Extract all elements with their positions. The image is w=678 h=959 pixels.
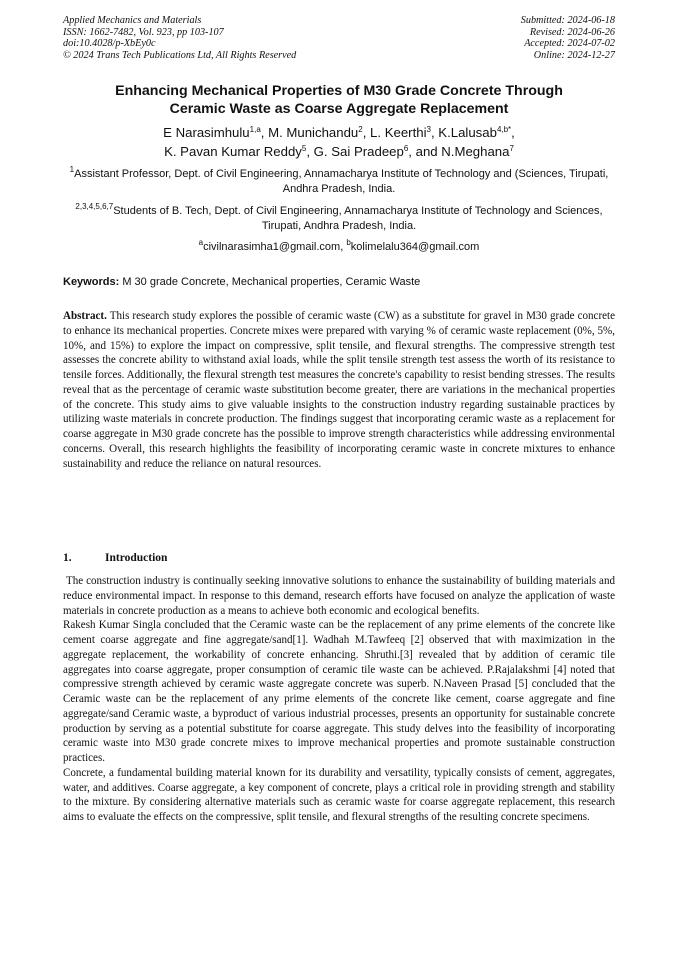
email-mark: b	[346, 238, 351, 247]
paper-title	[63, 82, 615, 118]
journal-info	[63, 15, 296, 61]
email-list: $^a$civilnarasimha1@gmail.com, $^b$kolimelalu364@gmail.com	[198, 238, 480, 253]
introduction-body	[63, 574, 615, 825]
date-revised: Revised: 2024-06-26	[529, 26, 615, 38]
keywords	[63, 275, 615, 289]
section-title: Introduction	[105, 552, 168, 564]
date-accepted: Accepted: 2024-07-02	[524, 38, 615, 50]
title-line: Enhancing Mechanical Properties of M30 Grade Concrete Through	[115, 83, 563, 99]
author-name: L. Keerthi	[370, 125, 427, 140]
keywords-label: Keywords:	[63, 276, 120, 288]
author-email[interactable]: kolimelalu364@gmail.com	[350, 241, 480, 253]
journal-issn: ISSN: 1662-7482, Vol. 923, pp 103-107	[63, 26, 224, 38]
section-heading	[63, 551, 615, 565]
journal-copyright: © 2024 Trans Tech Publications Ltd, All Rights Reserved	[63, 49, 297, 61]
author-affiliation-mark: 3	[426, 125, 431, 134]
author-affiliation-mark: 4,b*	[496, 125, 512, 134]
journal-name: Applied Mechanics and Materials	[63, 15, 202, 26]
paragraph: Concrete, a fundamental building material known for its durability and versatility, typically consists of cement, aggregates, water, and additives. Coarse aggregate, a key component of concrete, plays a critical role in providing strength and stability to the mixture. By considering alternative materials such as ceramic waste for coarse aggregate replacement, this research aims to evaluate the effects on the compressive, split tensile, and flexural strengths of the resulting concrete specimens.	[63, 766, 615, 823]
author-name: N.Meghana	[441, 143, 510, 159]
author-line: K. Pavan Kumar Reddy$^5$, G. Sai Pradeep$^6$, and N.Meghana$^7$	[164, 143, 514, 159]
author-name: M. Munichandu	[268, 125, 359, 140]
section-number: 1.	[63, 552, 72, 564]
title-line: Ceramic Waste as Coarse Aggregate Replacement	[169, 101, 509, 117]
date-online: Online: 2024-12-27	[533, 49, 615, 61]
email-mark: a	[198, 238, 204, 247]
author-affiliation-mark: 7	[509, 143, 514, 153]
affiliation	[63, 204, 615, 234]
author-name: G. Sai Pradeep	[313, 143, 404, 159]
author-email[interactable]: civilnarasimha1@gmail.com	[203, 241, 341, 253]
submission-dates	[521, 15, 615, 61]
author-name: E Narasimhulu	[163, 125, 250, 140]
author-line: E Narasimhulu$^{1,a}$, M. Munichandu$^2$, L. Keerthi$^3$, K.Lalusab$^{4,b*}$,	[163, 125, 515, 140]
affiliation-mark: 2,3,4,5,6,7	[75, 202, 114, 211]
abstract-label: Abstract.	[63, 310, 107, 322]
author-affiliation-mark: 6	[403, 143, 409, 153]
journal-doi: doi:10.4028/p-XbEy0c	[63, 38, 156, 50]
paragraph: The construction industry is continually seeking innovative solutions to enhance the sustainability of building materials and reduce environmental impact. In response to this demand, research efforts have focused on analyze the application of waste materials in concrete production as a means to achieve both economic and ecological benefits.	[63, 575, 615, 617]
keywords-text: M 30 grade Concrete, Mechanical properties, Ceramic Waste	[122, 276, 421, 288]
author-name: K. Pavan Kumar Reddy	[164, 143, 302, 159]
abstract-text: This research study explores the possible of ceramic waste (CW) as a substitute for gravel in M30 grade concrete to enhance its mechanical properties. Concrete mixes were prepared with varying % of ceramic waste replacement (0%, 5%, 10%, and 15%) to explore the impact on compressive, split tensile, and flexural strengths. The compressive strength test assesses the concrete ability to withstand axial loads, while the split tensile strength test assess the worth of its resistance to tensile forces. Additionally, the flexural strength test measures the concrete's capability to resist bending stresses. The results reveal that as the percentage of ceramic waste substitution become greater, there are variations in the mechanical properties of the concrete. This study aims to give valuable insights to the construction industry regarding sustainable practices by utilizing waste materials in concrete production. The findings suggest that incorporating ceramic waste as a replacement for coarse aggregate in M30 grade concrete has the possible to improve strength characteristics while addressing environmental concerns. Overall, this research highlights the feasibility of incorporating ceramic waste in concrete mixtures to enhance sustainability and reduce the reliance on natural resources.	[63, 310, 615, 470]
abstract	[63, 309, 615, 471]
author-list	[63, 124, 615, 161]
affiliation-mark: 1	[69, 165, 75, 174]
affiliation	[63, 167, 615, 197]
date-submitted: Submitted: 2024-06-18	[520, 15, 615, 26]
author-name: K.Lalusab	[438, 125, 497, 140]
affiliation-text: Assistant Professor, Dept. of Civil Engineering, Annamacharya Institute of Technology and (Sciences, Tirupati, Andhra Pradesh, India.	[74, 168, 609, 195]
author-affiliation-mark: 2	[358, 125, 363, 134]
affiliation-text: Students of B. Tech, Dept. of Civil Engineering, Annamacharya Institute of Technology and Sciences, Tirupati, Andhra Pradesh, India.	[113, 205, 603, 232]
paragraph: Rakesh Kumar Singla concluded that the Ceramic waste can be the replacement of any prime elements of the concrete like cement coarse aggregate and fine aggregate/sand[1]. Wadhah M.Tawfeeq [2] observed that with maximization in the aggregate replacement, the workability of concrete enhancing. Shruthi.[3] revealed that by addition of ceramic tile aggregates into coarse aggregate, proper consumption of ceramic tile waste can be achieved. P.Rajalakshmi [4] noted that compressive strength achieved by ceramic waste aggregate concrete was superb. N.Naveen Prasad [5] concluded that the Ceramic waste can be the replacement of any prime elements of the concrete like cement, coarse aggregate and fine aggregate/sand Ceramic waste, a byproduct of various industrial processes, presents an opportunity for sustainable concrete production by serving as a potential substitute for coarse aggregate. This study delves into the feasibility of incorporating ceramic waste into M30 grade concrete mixes to improve mechanical properties and promote sustainable construction practices.	[63, 619, 615, 764]
author-affiliation-mark: 5	[301, 143, 307, 153]
author-affiliation-mark: 1,a	[249, 125, 261, 134]
